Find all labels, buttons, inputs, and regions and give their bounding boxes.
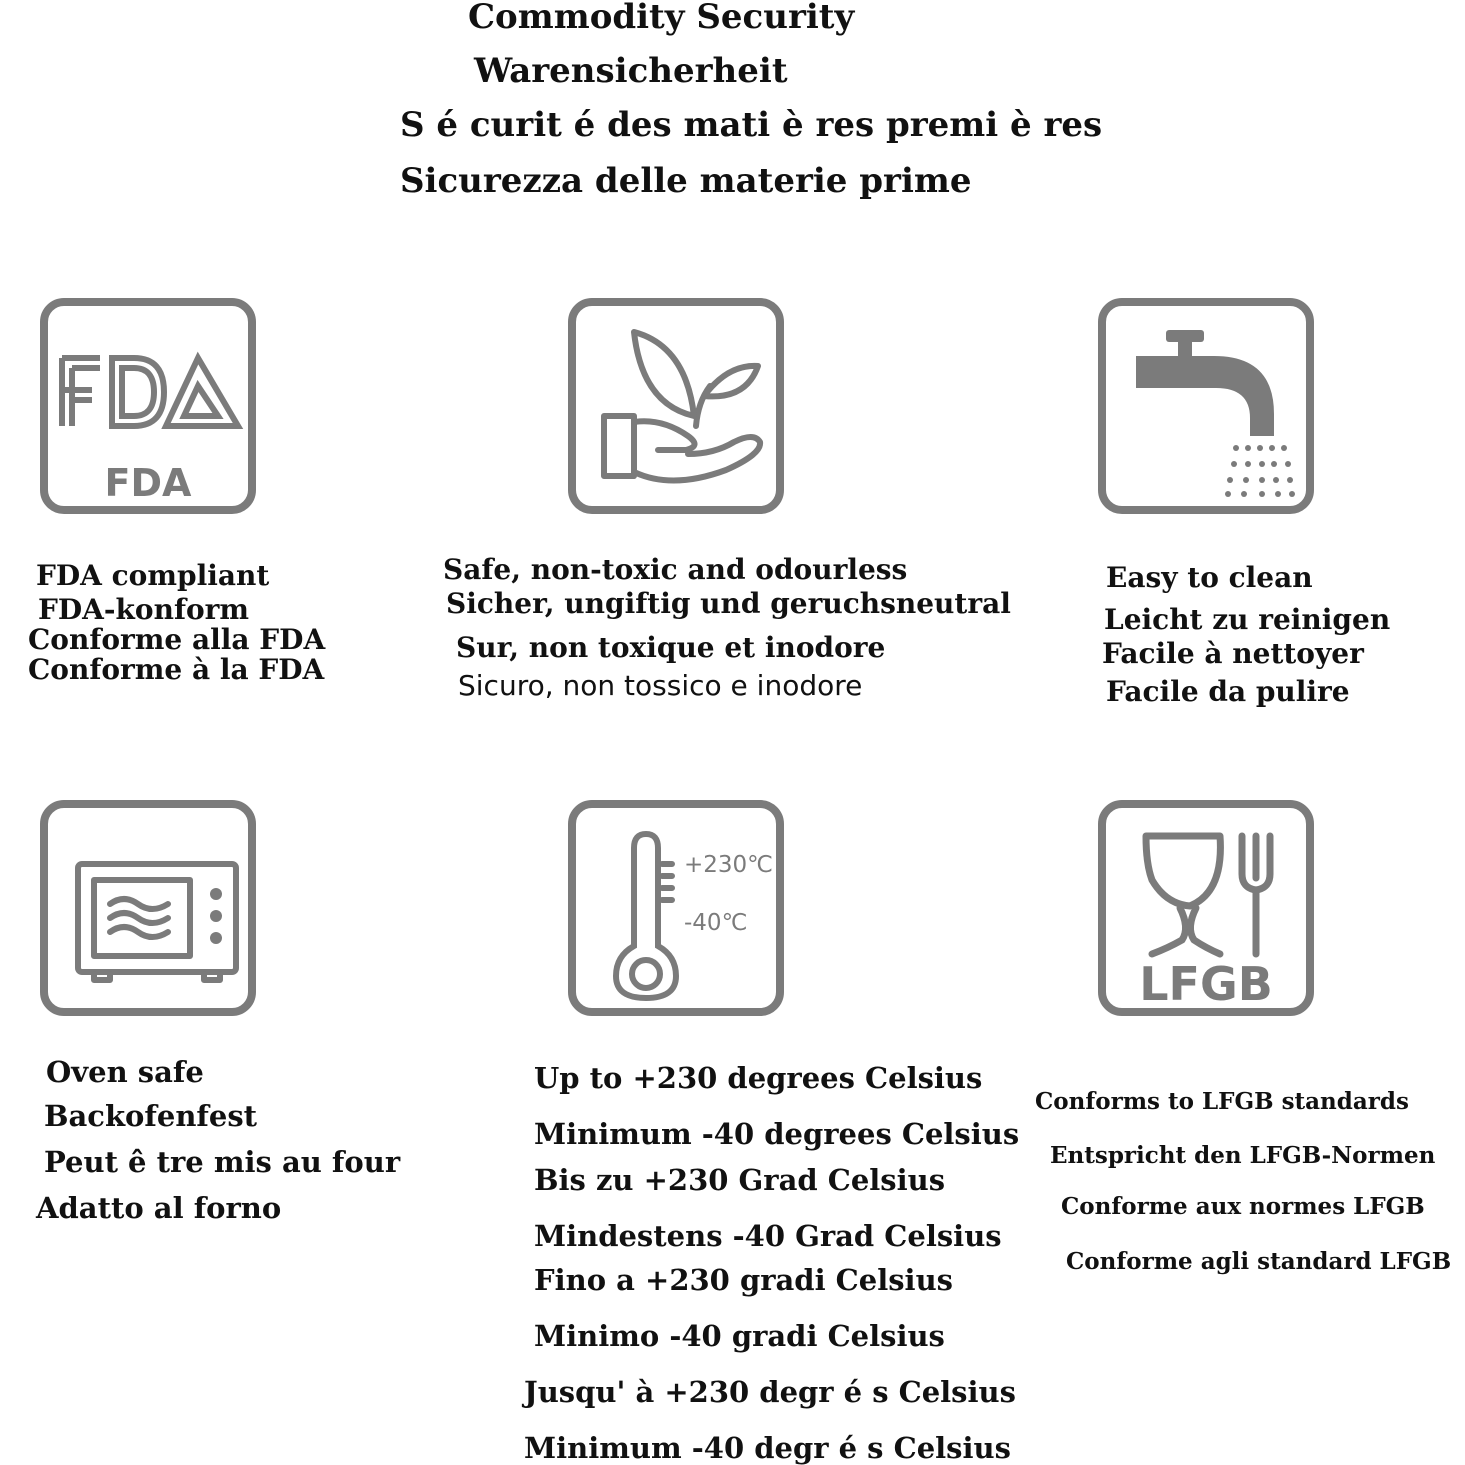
fda-icon — [48, 306, 248, 506]
plant-hand-icon — [576, 306, 776, 506]
food-safe-icon — [1106, 808, 1306, 1008]
title-line-it: Sicurezza delle materie prime — [400, 161, 972, 201]
temp-text-en-min: Minimum -40 degrees Celsius — [534, 1117, 1020, 1151]
temp-text-it-max: Fino a +230 gradi Celsius — [534, 1263, 953, 1297]
lfgb-icon-label: LFGB — [1139, 957, 1273, 1008]
water-tap-icon — [1106, 306, 1306, 506]
title-line-fr: S é curit é des mati è res premi è res — [400, 105, 1103, 145]
easy-clean-text-fr: Facile à nettoyer — [1102, 637, 1364, 670]
lfgb-text-it: Conforme agli standard LFGB — [1066, 1248, 1452, 1275]
lfgb-text-fr: Conforme aux normes LFGB — [1061, 1193, 1425, 1220]
temp-text-de-min: Mindestens -40 Grad Celsius — [534, 1219, 1002, 1253]
fda-tile — [40, 298, 256, 514]
non-toxic-tile — [568, 298, 784, 514]
lfgb-tile — [1098, 800, 1314, 1016]
non-toxic-text-en: Safe, non-toxic and odourless — [443, 553, 908, 586]
non-toxic-text-it: Sicuro, non tossico e inodore — [458, 669, 863, 702]
fda-text-fr: Conforme à la FDA — [28, 653, 325, 686]
oven-text-it: Adatto al forno — [36, 1191, 282, 1225]
temp-text-en-max: Up to +230 degrees Celsius — [534, 1061, 983, 1095]
oven-icon — [48, 808, 248, 1008]
easy-clean-text-en: Easy to clean — [1106, 561, 1313, 594]
oven-text-en: Oven safe — [46, 1055, 204, 1089]
title-line-de: Warensicherheit — [474, 51, 788, 91]
temperature-tile — [568, 800, 784, 1016]
oven-text-de: Backofenfest — [44, 1099, 258, 1133]
lfgb-text-en: Conforms to LFGB standards — [1035, 1088, 1409, 1115]
fda-text-en: FDA compliant — [36, 559, 270, 592]
fda-icon-label: FDA — [104, 461, 192, 505]
temp-text-it-min: Minimo -40 gradi Celsius — [534, 1319, 945, 1353]
non-toxic-text-de: Sicher, ungiftig und geruchsneutral — [446, 587, 1011, 620]
temp-text-fr-min: Minimum -40 degr é s Celsius — [524, 1431, 1011, 1465]
oven-safe-tile — [40, 800, 256, 1016]
lfgb-text-de: Entspricht den LFGB-Normen — [1050, 1142, 1436, 1169]
temp-text-fr-max: Jusqu' à +230 degr é s Celsius — [524, 1375, 1016, 1409]
easy-clean-text-de: Leicht zu reinigen — [1104, 603, 1391, 636]
fda-text-de: FDA-konform — [38, 593, 250, 626]
max-temp-label: +230℃ — [684, 852, 774, 878]
oven-text-fr: Peut ê tre mis au four — [44, 1145, 401, 1179]
temp-text-de-max: Bis zu +230 Grad Celsius — [534, 1163, 946, 1197]
fda-text-it: Conforme alla FDA — [28, 623, 326, 656]
thermometer-icon — [576, 808, 776, 1008]
min-temp-label: -40℃ — [684, 910, 748, 936]
non-toxic-text-fr: Sur, non toxique et inodore — [456, 631, 886, 664]
easy-clean-text-it: Facile da pulire — [1106, 675, 1350, 708]
easy-clean-tile — [1098, 298, 1314, 514]
title-line-en: Commodity Security — [468, 0, 855, 37]
